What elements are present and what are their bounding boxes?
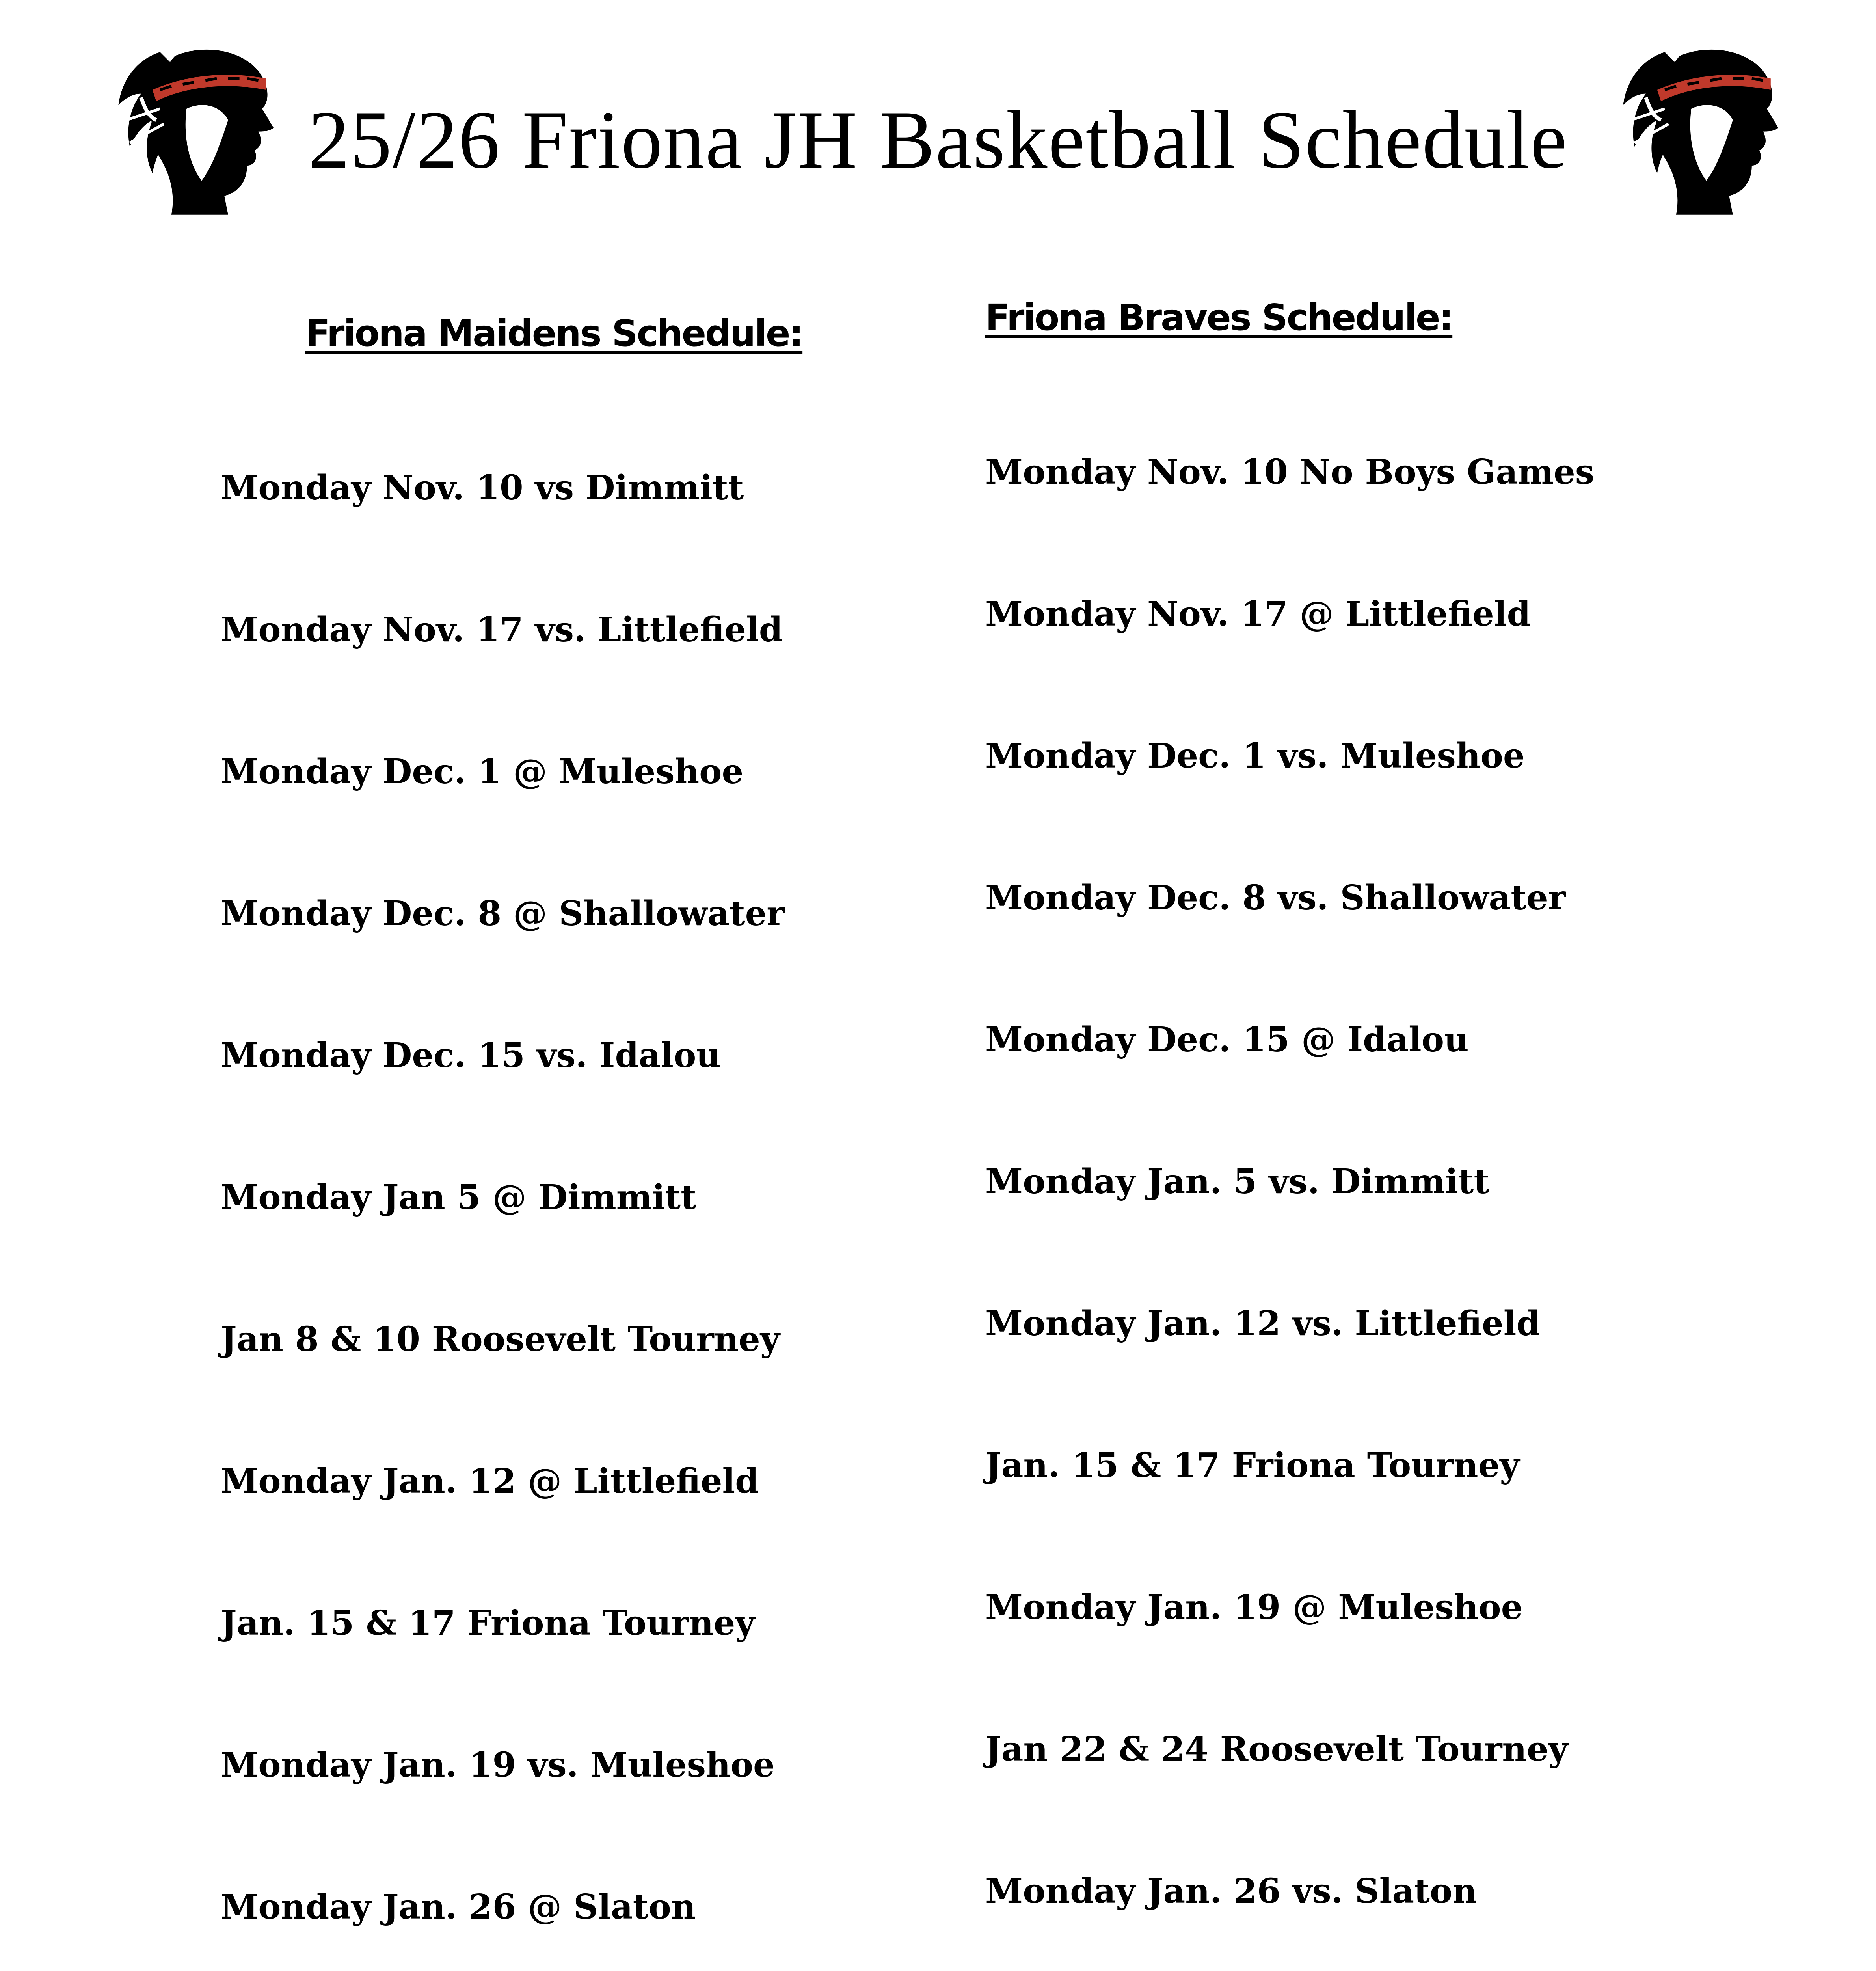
maidens-schedule-column [221,312,803,1971]
game-item: Monday Dec. 15 vs. Idalou [221,1036,721,1075]
maidens-game-list [221,468,802,1971]
game-item: Monday Dec. 8 vs. Shallowater [985,878,1566,918]
game-item: Monday Dec. 1 @ Muleshoe [221,752,744,792]
game-item: Monday Jan. 12 @ Littlefield [221,1461,759,1501]
game-item: Jan 22 & 24 Roosevelt Tourney [985,1729,1568,1769]
braves-schedule-column [985,296,1595,1971]
game-item: Monday Jan. 5 vs. Dimmitt [985,1162,1490,1202]
game-item: Monday Dec. 1 vs. Muleshoe [985,736,1525,776]
braves-game-list [985,453,1594,1971]
game-item: Monday Nov. 17 vs. Littlefield [221,610,783,650]
game-item: Jan. 15 & 17 Friona Tourney [985,1446,1520,1485]
game-item: Monday Jan. 19 @ Muleshoe [985,1587,1523,1627]
game-item: Jan 8 & 10 Roosevelt Tourney [221,1319,780,1359]
game-item: Monday Dec. 15 @ Idalou [985,1020,1469,1060]
game-item: Monday Nov. 10 No Boys Games [985,452,1595,492]
game-item: Monday Jan 5 @ Dimmitt [221,1177,696,1217]
game-item: Monday Nov. 10 vs Dimmitt [221,468,744,508]
game-item: Monday Jan. 12 vs. Littlefield [985,1304,1540,1343]
maidens-schedule-heading: Friona Maidens Schedule: [305,312,803,354]
braves-schedule-heading: Friona Braves Schedule: [985,296,1453,339]
game-item: Monday Dec. 8 @ Shallowater [221,894,785,933]
game-item: Jan. 15 & 17 Friona Tourney [221,1603,755,1643]
game-item: Monday Jan. 26 @ Slaton [221,1887,696,1927]
game-item: Monday Nov. 17 @ Littlefield [985,594,1531,634]
page-title: 25/26 Friona JH Basketball Schedule [308,94,1568,186]
game-item: Monday Jan. 26 vs. Slaton [985,1871,1477,1911]
game-item: Monday Jan. 19 vs. Muleshoe [221,1745,775,1785]
